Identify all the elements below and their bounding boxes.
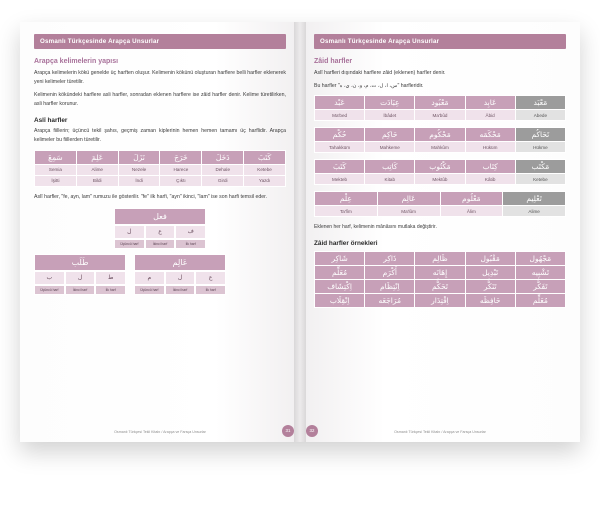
cell-arabic: تَحَكُّم: [415, 279, 465, 293]
cell-arabic: دَخَلَ: [202, 150, 244, 164]
cell-arabic: مَكْتُوب: [415, 160, 465, 174]
table-row: [315, 96, 566, 110]
cell-arabic: نَزَلَ: [118, 150, 160, 164]
example-boxes-row: [34, 254, 286, 295]
left-page: [20, 22, 301, 442]
example-captions: [34, 285, 126, 295]
cell-latin: Mahkûm: [415, 142, 465, 153]
table-row: [315, 174, 566, 185]
example-captions: [134, 285, 226, 295]
cell-arabic: حَافِظَه: [465, 293, 515, 307]
cell-arabic: تَشْبِيه: [515, 265, 565, 279]
right-table-ilm: [314, 191, 566, 217]
cell-arabic: عَابِد: [465, 96, 515, 110]
example-word: طَلَب: [34, 254, 126, 271]
cell-arabic: مَعْبُود: [415, 96, 465, 110]
cell-arabic: كِتَاب: [465, 160, 515, 174]
right-page-footer: Osmanlı Türkçesi Tekli Kitabı / Arapça ve Farsça Unsurlar: [394, 430, 486, 434]
cell-arabic: اِنْتِظَام: [365, 279, 415, 293]
right-section-title: Zâid harfler: [314, 58, 353, 65]
cell-latin: Mekteb: [315, 174, 365, 185]
cell-latin: Harece: [160, 164, 202, 175]
example-box-talep: [34, 254, 126, 295]
cell-latin: Ta'lîm: [315, 206, 378, 217]
caption-cell: Üçüncü harf: [34, 285, 65, 295]
table-row: [315, 251, 566, 265]
cell-arabic: تَنَكُّر: [465, 279, 515, 293]
cell-arabic-root: تَعْلِيم: [503, 192, 566, 206]
table-row: [35, 150, 286, 164]
root-pattern-box: [114, 208, 206, 249]
table-row: [315, 128, 566, 142]
cell-latin-root: Abede: [515, 110, 565, 121]
cell-arabic: سَمِعَ: [35, 150, 77, 164]
cell-latin: Ma'bûd: [415, 110, 465, 121]
cell-arabic: مُعَلِّم: [515, 293, 565, 307]
example-box-alim: [134, 254, 226, 295]
cell-arabic: كَاتِب: [365, 160, 415, 174]
table-row: [315, 142, 566, 153]
cell-arabic: عَلِمَ: [76, 150, 118, 164]
cell-arabic: كَتَبَ: [244, 150, 286, 164]
right-table-kitab: [314, 159, 566, 185]
cell-meaning: İşitti: [35, 175, 77, 186]
right-page-number: 32: [306, 425, 318, 437]
cell-arabic: مَحْكُوم: [415, 128, 465, 142]
right-page-content: [314, 34, 566, 314]
caption-cell: Üçüncü harf: [114, 239, 145, 249]
cell-latin: Semia: [35, 164, 77, 175]
table-row: [315, 279, 566, 293]
book-gutter: [294, 22, 306, 442]
caption-cell: İkinci harf: [145, 239, 176, 249]
table-row: [315, 206, 566, 217]
right-table-abd: [314, 95, 566, 121]
left-page-content: [34, 34, 286, 295]
cell-arabic: عِبَادَت: [365, 96, 415, 110]
right-note: Eklenen her harf, kelimenin mânâsını mutlaka değiştirir.: [314, 224, 437, 231]
cell-latin-root: Ketebe: [515, 174, 565, 185]
cell-arabic: عِلْم: [315, 192, 378, 206]
cell-arabic: ظَالِم: [415, 251, 465, 265]
root-pattern-word: فعل: [114, 208, 206, 225]
cell-arabic: مَقْبُول: [465, 251, 515, 265]
cell-meaning: Çıktı: [160, 175, 202, 186]
cell-latin-root: Alime: [503, 206, 566, 217]
right-page-header: Osmanlı Türkçesinde Arapça Unsurlar: [314, 34, 566, 49]
cell-meaning: Bildi: [76, 175, 118, 186]
cell-arabic: كَتَبَ: [315, 160, 365, 174]
cell-latin: Ma'lûm: [377, 206, 440, 217]
cell-arabic: أَكْرَم: [365, 265, 415, 279]
cell-arabic: اِكْتِشَاف: [315, 279, 365, 293]
example-letters: [34, 271, 126, 285]
caption-cell: İlk harf: [95, 285, 126, 295]
cell-latin: Âlim: [440, 206, 503, 217]
cell-meaning: İndi: [118, 175, 160, 186]
cell-arabic: مَجْهُول: [515, 251, 565, 265]
letter-cell: ب: [34, 271, 65, 285]
right-paragraph-1: Aslî harfleri dışındaki harflere zâid (eklenen) harfler denir.: [314, 70, 446, 76]
cell-arabic: ذَاكِر: [365, 251, 415, 265]
cell-latin-root: Hükme: [515, 142, 565, 153]
letter-cell: ل: [165, 271, 196, 285]
cell-latin: Nezele: [118, 164, 160, 175]
letter-cell: ل: [65, 271, 96, 285]
table-row: [35, 175, 286, 186]
cell-arabic: تَبْدِيل: [465, 265, 515, 279]
cell-latin: Dehale: [202, 164, 244, 175]
cell-arabic: مُعَلِّم: [315, 265, 365, 279]
letter-cell: ط: [95, 271, 126, 285]
book-spread: [20, 22, 580, 442]
cell-latin: Ketebe: [244, 164, 286, 175]
cell-arabic: مَحْكَمَه: [465, 128, 515, 142]
cell-latin: Mahkeme: [365, 142, 415, 153]
caption-cell: İlk harf: [175, 239, 206, 249]
cell-arabic: تَفَكُّر: [515, 279, 565, 293]
cell-latin: Hüküm: [465, 142, 515, 153]
cell-meaning: Girdi: [202, 175, 244, 186]
caption-cell: İkinci harf: [65, 285, 96, 295]
cell-latin: Mektûb: [415, 174, 465, 185]
cell-latin: Ma'bed: [315, 110, 365, 121]
table-row: [315, 293, 566, 307]
letter-cell: ف: [175, 225, 206, 239]
example-letters: [134, 271, 226, 285]
cell-arabic: حَاكِم: [365, 128, 415, 142]
cell-arabic-root: مَكْتَب: [515, 160, 565, 174]
cell-arabic: إِهَانَه: [415, 265, 465, 279]
right-paragraph-2: Bu harfler "س، ا، ل، ت، م، و، ن، ي، ه" harfleridir.: [314, 83, 424, 90]
cell-latin: Âbid: [465, 110, 515, 121]
table-row: [315, 265, 566, 279]
table-row: [315, 192, 566, 206]
cell-latin: Kâtib: [465, 174, 515, 185]
cell-latin: Alime: [76, 164, 118, 175]
cell-meaning: Yazdı: [244, 175, 286, 186]
right-table-hukm: [314, 127, 566, 153]
letter-cell: ل: [114, 225, 145, 239]
left-section-title: Arapça kelimelerin yapısı: [34, 58, 119, 65]
cell-arabic: عَالِم: [377, 192, 440, 206]
caption-cell: İlk harf: [195, 285, 226, 295]
cell-arabic: شَاكِر: [315, 251, 365, 265]
cell-arabic: مُرَاجَعَه: [365, 293, 415, 307]
root-pattern-letters: [114, 225, 206, 239]
left-paragraph-3: Arapça fiillerin; üçüncü tekil şahıs, geçmiş zaman kiplerinin hemen hemen tamamı üç harflidir. Arapça kelimeler bu fiillerden türetilir.: [34, 128, 286, 144]
cell-arabic-root: تَحَاكُم: [515, 128, 565, 142]
caption-cell: Üçüncü harf: [134, 285, 165, 295]
letter-cell: ع: [145, 225, 176, 239]
left-page-footer: Osmanlı Türkçesi Tekli Kitabı / Arapça ve Farsça Unsurlar: [114, 430, 206, 434]
left-table-verbs: [34, 150, 286, 187]
cell-arabic-root: مَعْبَد: [515, 96, 565, 110]
left-paragraph-4: Aslî harfler, "fe, ayn, lam" rumuzu ile gösterilir. "fe" ilk harfi, "ayn" ikinci, "lam" ise son harfi temsil eder.: [34, 193, 267, 200]
right-subtitle-examples: Zâid harfler örnekleri: [314, 239, 378, 247]
table-row: [315, 160, 566, 174]
left-paragraph-2: Kelimenin kökündeki harflere asli harfler, sonradan eklenen harflere ise zâid harfler denir. Kelime türetilirken, asli harfler korunur.: [34, 92, 286, 108]
cell-latin: İbâdet: [365, 110, 415, 121]
root-pattern-captions: [114, 239, 206, 249]
cell-arabic: عَبْد: [315, 96, 365, 110]
left-subtitle-asli-harfler: Aslî harfler: [34, 117, 68, 125]
left-page-header: Osmanlı Türkçesinde Arapça Unsurlar: [34, 34, 286, 49]
right-table-examples: [314, 251, 566, 308]
cell-latin: Kitab: [365, 174, 415, 185]
left-paragraph-1: Arapça kelimelerin kökü genelde üç harften oluşur. Kelimenin kökünü oluşturan harflere belli harfler eklenerek yeni kelimeler türetilir.: [34, 70, 286, 86]
example-word: عَالِم: [134, 254, 226, 271]
left-page-number: 31: [282, 425, 294, 437]
cell-arabic: حُكْم: [315, 128, 365, 142]
cell-arabic: اِقْتِدَار: [415, 293, 465, 307]
letter-cell: م: [134, 271, 165, 285]
cell-arabic: خَرَجَ: [160, 150, 202, 164]
letter-cell: ع: [195, 271, 226, 285]
caption-cell: İkinci harf: [165, 285, 196, 295]
cell-latin: Tahakküm: [315, 142, 365, 153]
cell-arabic: مَعْلُوم: [440, 192, 503, 206]
table-row: [35, 164, 286, 175]
right-page: [300, 22, 580, 442]
cell-arabic: اِنْقِلَاب: [315, 293, 365, 307]
table-row: [315, 110, 566, 121]
